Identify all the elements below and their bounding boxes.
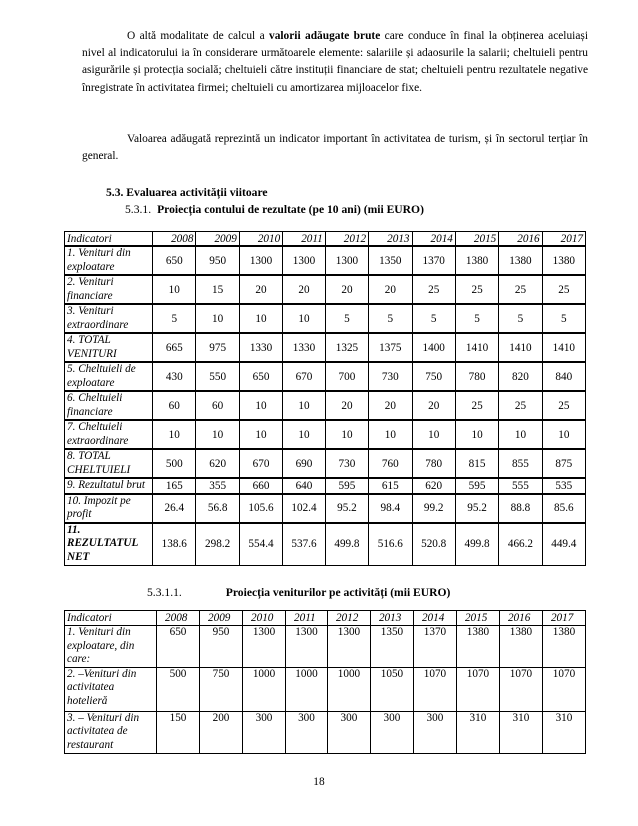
cell-value: 975 xyxy=(196,333,239,362)
cell-value: 950 xyxy=(196,246,239,275)
cell-value: 466.2 xyxy=(499,523,542,566)
cell-value: 730 xyxy=(369,362,412,391)
cell-value: 300 xyxy=(370,711,413,753)
cell-value: 25 xyxy=(542,391,585,420)
cell-value: 20 xyxy=(239,275,282,304)
row-label: 4. TOTAL VENITURI xyxy=(65,333,153,362)
cell-value: 105.6 xyxy=(239,494,282,523)
header-cell-year: 2013 xyxy=(370,611,413,626)
cell-value: 840 xyxy=(542,362,585,391)
cell-value: 1300 xyxy=(239,246,282,275)
cell-value: 1050 xyxy=(370,667,413,711)
paragraph-bold-term: valorii adăugate brute xyxy=(269,30,381,42)
cell-value: 20 xyxy=(412,391,455,420)
header-cell-year: 2017 xyxy=(542,611,585,626)
cell-value: 10 xyxy=(499,420,542,449)
cell-value: 25 xyxy=(412,275,455,304)
cell-value: 10 xyxy=(283,391,326,420)
row-label: 9. Rezultatul brut xyxy=(65,478,153,494)
cell-value: 300 xyxy=(286,711,328,753)
cell-value: 95.2 xyxy=(455,494,498,523)
cell-value: 25 xyxy=(499,391,542,420)
cell-value: 10 xyxy=(455,420,498,449)
cell-value: 700 xyxy=(325,362,368,391)
cell-value: 25 xyxy=(542,275,585,304)
heading-title: Proiecția veniturilor pe activități (mii EURO) xyxy=(225,586,451,599)
cell-value: 10 xyxy=(153,275,196,304)
cell-value: 1070 xyxy=(542,667,585,711)
cell-value: 750 xyxy=(200,667,243,711)
cell-value: 1070 xyxy=(499,667,542,711)
cell-value: 300 xyxy=(413,711,456,753)
cell-value: 5 xyxy=(455,304,498,333)
table-row xyxy=(65,362,586,391)
cell-value: 1070 xyxy=(413,667,456,711)
table-row xyxy=(65,449,586,478)
table-row xyxy=(65,246,586,275)
table-row xyxy=(65,420,586,449)
cell-value: 730 xyxy=(325,449,368,478)
header-cell-year: 2015 xyxy=(455,232,498,247)
header-cell-year: 2017 xyxy=(542,232,585,247)
cell-value: 1350 xyxy=(369,246,412,275)
heading-title: Proiecția contului de rezultate (pe 10 ani) (mii EURO) xyxy=(157,203,424,216)
section-heading-5-3-1 xyxy=(125,203,424,216)
table-row xyxy=(65,478,586,494)
cell-value: 10 xyxy=(239,304,282,333)
cell-value: 10 xyxy=(239,420,282,449)
cell-value: 500 xyxy=(153,449,196,478)
cell-value: 5 xyxy=(153,304,196,333)
cell-value: 150 xyxy=(157,711,200,753)
cell-value: 1330 xyxy=(283,333,326,362)
table-row xyxy=(65,391,586,420)
table-row xyxy=(65,667,586,711)
cell-value: 1380 xyxy=(499,626,542,668)
header-cell-year: 2014 xyxy=(412,232,455,247)
cell-value: 665 xyxy=(153,333,196,362)
cell-value: 595 xyxy=(325,478,368,494)
cell-value: 5 xyxy=(325,304,368,333)
cell-value: 10 xyxy=(412,420,455,449)
cell-value: 650 xyxy=(157,626,200,668)
cell-value: 1300 xyxy=(243,626,286,668)
header-cell-year: 2016 xyxy=(499,232,542,247)
header-cell-year: 2015 xyxy=(456,611,499,626)
cell-value: 1300 xyxy=(325,246,368,275)
cell-value: 10 xyxy=(153,420,196,449)
cell-value: 1350 xyxy=(370,626,413,668)
cell-value: 1400 xyxy=(412,333,455,362)
cell-value: 499.8 xyxy=(455,523,498,566)
cell-value: 1370 xyxy=(412,246,455,275)
cell-value: 1300 xyxy=(283,246,326,275)
cell-value: 1300 xyxy=(327,626,370,668)
cell-value: 10 xyxy=(283,304,326,333)
page-number: 18 xyxy=(313,776,325,788)
cell-value: 56.8 xyxy=(196,494,239,523)
cell-value: 620 xyxy=(412,478,455,494)
cell-value: 780 xyxy=(455,362,498,391)
cell-value: 10 xyxy=(239,391,282,420)
cell-value: 550 xyxy=(196,362,239,391)
row-label: 8. TOTAL CHELTUIELI xyxy=(65,449,153,478)
header-cell-year: 2011 xyxy=(283,232,326,247)
header-cell-indicator: Indicatori xyxy=(65,232,153,247)
cell-value: 555 xyxy=(499,478,542,494)
header-cell-year: 2012 xyxy=(325,232,368,247)
cell-value: 640 xyxy=(283,478,326,494)
table-row xyxy=(65,304,586,333)
header-cell-year: 2008 xyxy=(157,611,200,626)
cell-value: 20 xyxy=(283,275,326,304)
row-label: 1. Venituri din exploatare xyxy=(65,246,153,275)
cell-value: 300 xyxy=(243,711,286,753)
table-header-row xyxy=(65,232,586,247)
cell-value: 5 xyxy=(412,304,455,333)
cell-value: 1380 xyxy=(542,626,585,668)
section-heading-5-3: 5.3. Evaluarea activității viitoare xyxy=(106,186,268,199)
cell-value: 1000 xyxy=(286,667,328,711)
cell-value: 20 xyxy=(369,275,412,304)
paragraph-value-added xyxy=(82,28,588,97)
header-cell-year: 2009 xyxy=(200,611,243,626)
cell-value: 1380 xyxy=(456,626,499,668)
cell-value: 310 xyxy=(499,711,542,753)
cell-value: 310 xyxy=(542,711,585,753)
cell-value: 20 xyxy=(325,391,368,420)
cell-value: 690 xyxy=(283,449,326,478)
cell-value: 516.6 xyxy=(369,523,412,566)
cell-value: 500 xyxy=(157,667,200,711)
revenue-by-activity-table xyxy=(64,610,586,754)
cell-value: 10 xyxy=(196,420,239,449)
table-row xyxy=(65,494,586,523)
cell-value: 520.8 xyxy=(412,523,455,566)
table-row xyxy=(65,711,586,753)
cell-value: 5 xyxy=(369,304,412,333)
cell-value: 780 xyxy=(412,449,455,478)
cell-value: 1375 xyxy=(369,333,412,362)
cell-value: 499.8 xyxy=(325,523,368,566)
cell-value: 165 xyxy=(153,478,196,494)
row-label: 2. –Venituri din activitatea hotelieră xyxy=(65,667,157,711)
row-label: 1. Venituri din exploatare, din care: xyxy=(65,626,157,668)
row-label: 10. Impozit pe profit xyxy=(65,494,153,523)
cell-value: 650 xyxy=(239,362,282,391)
cell-value: 875 xyxy=(542,449,585,478)
cell-value: 10 xyxy=(283,420,326,449)
row-label: 3. – Venituri din activitatea de restaurant xyxy=(65,711,157,753)
cell-value: 1070 xyxy=(456,667,499,711)
cell-value: 60 xyxy=(153,391,196,420)
cell-value: 200 xyxy=(200,711,243,753)
cell-value: 10 xyxy=(542,420,585,449)
cell-value: 20 xyxy=(325,275,368,304)
cell-value: 1380 xyxy=(542,246,585,275)
header-cell-year: 2016 xyxy=(499,611,542,626)
header-cell-year: 2008 xyxy=(153,232,196,247)
cell-value: 1380 xyxy=(499,246,542,275)
cell-value: 1410 xyxy=(455,333,498,362)
cell-value: 95.2 xyxy=(325,494,368,523)
cell-value: 650 xyxy=(153,246,196,275)
income-statement-table xyxy=(64,231,586,566)
header-cell-year: 2012 xyxy=(327,611,370,626)
cell-value: 449.4 xyxy=(542,523,585,566)
cell-value: 950 xyxy=(200,626,243,668)
cell-value: 10 xyxy=(325,420,368,449)
cell-value: 615 xyxy=(369,478,412,494)
section-heading-5-3-1-1 xyxy=(147,586,450,599)
header-cell-indicator: Indicatori xyxy=(65,611,157,626)
cell-value: 98.4 xyxy=(369,494,412,523)
cell-value: 88.8 xyxy=(499,494,542,523)
table-row xyxy=(65,626,586,668)
cell-value: 855 xyxy=(499,449,542,478)
header-cell-year: 2014 xyxy=(413,611,456,626)
header-cell-year: 2013 xyxy=(369,232,412,247)
cell-value: 99.2 xyxy=(412,494,455,523)
cell-value: 1330 xyxy=(239,333,282,362)
cell-value: 670 xyxy=(239,449,282,478)
cell-value: 15 xyxy=(196,275,239,304)
cell-value: 355 xyxy=(196,478,239,494)
cell-value: 10 xyxy=(369,420,412,449)
row-label: 6. Cheltuieli financiare xyxy=(65,391,153,420)
cell-value: 85.6 xyxy=(542,494,585,523)
header-cell-year: 2010 xyxy=(239,232,282,247)
cell-value: 5 xyxy=(542,304,585,333)
heading-number: 5.3.1.1. xyxy=(147,586,182,599)
cell-value: 5 xyxy=(499,304,542,333)
cell-value: 815 xyxy=(455,449,498,478)
cell-value: 620 xyxy=(196,449,239,478)
cell-value: 310 xyxy=(456,711,499,753)
cell-value: 670 xyxy=(283,362,326,391)
cell-value: 25 xyxy=(455,391,498,420)
table-row xyxy=(65,275,586,304)
heading-number: 5.3.1. xyxy=(125,203,152,216)
table-row xyxy=(65,333,586,362)
paragraph-text: care conduce în final la obținerea aceluiași nivel al indicatorului ia în considerare următoarele elemente: salariile și adaosurile la salarii; cheltuieli pentru asigurările și protecția socială; cheltuieli către instituții financiare de stat; cheltuieli pentru rezultatele negative înregistrate în activitatea firmei; cheltuieli cu amortizarea mijloacelor fixe. xyxy=(82,30,588,94)
row-label: 7. Cheltuieli extraordinare xyxy=(65,420,153,449)
cell-value: 25 xyxy=(455,275,498,304)
cell-value: 430 xyxy=(153,362,196,391)
paragraph-text: O altă modalitate de calcul a xyxy=(127,30,269,42)
cell-value: 10 xyxy=(196,304,239,333)
cell-value: 1410 xyxy=(499,333,542,362)
cell-value: 1325 xyxy=(325,333,368,362)
cell-value: 1380 xyxy=(455,246,498,275)
table-row xyxy=(65,523,586,566)
cell-value: 298.2 xyxy=(196,523,239,566)
cell-value: 26.4 xyxy=(153,494,196,523)
cell-value: 138.6 xyxy=(153,523,196,566)
header-cell-year: 2010 xyxy=(243,611,286,626)
cell-value: 760 xyxy=(369,449,412,478)
cell-value: 102.4 xyxy=(283,494,326,523)
cell-value: 537.6 xyxy=(283,523,326,566)
cell-value: 60 xyxy=(196,391,239,420)
cell-value: 300 xyxy=(327,711,370,753)
cell-value: 750 xyxy=(412,362,455,391)
cell-value: 1370 xyxy=(413,626,456,668)
cell-value: 25 xyxy=(499,275,542,304)
cell-value: 535 xyxy=(542,478,585,494)
row-label: 5. Cheltuieli de exploatare xyxy=(65,362,153,391)
row-label: 11. REZULTATUL NET xyxy=(65,523,153,566)
cell-value: 660 xyxy=(239,478,282,494)
cell-value: 1000 xyxy=(243,667,286,711)
cell-value: 1410 xyxy=(542,333,585,362)
cell-value: 554.4 xyxy=(239,523,282,566)
cell-value: 595 xyxy=(455,478,498,494)
header-cell-year: 2011 xyxy=(286,611,328,626)
paragraph-importance: Valoarea adăugată reprezintă un indicator important în activitatea de turism, și în sectorul terțiar în general. xyxy=(82,133,588,163)
header-cell-year: 2009 xyxy=(196,232,239,247)
row-label: 3. Venituri extraordinare xyxy=(65,304,153,333)
row-label: 2. Venituri financiare xyxy=(65,275,153,304)
cell-value: 20 xyxy=(369,391,412,420)
cell-value: 1000 xyxy=(327,667,370,711)
cell-value: 820 xyxy=(499,362,542,391)
cell-value: 1300 xyxy=(286,626,328,668)
table-header-row xyxy=(65,611,586,626)
